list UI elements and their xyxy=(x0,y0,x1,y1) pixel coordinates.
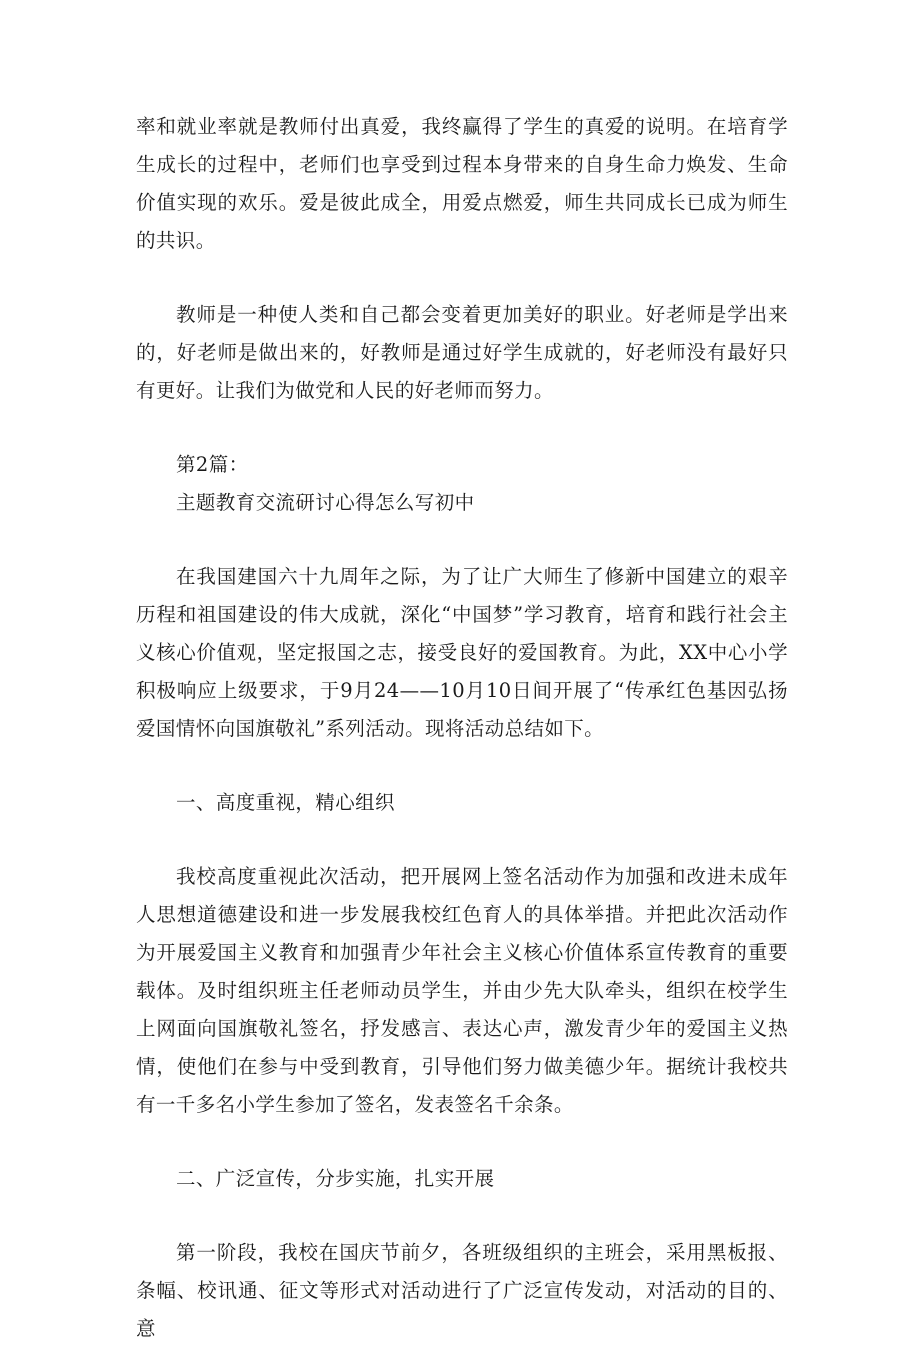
article-title: 主题教育交流研讨心得怎么写初中 xyxy=(176,491,475,514)
paragraph-section-2: 第一阶段，我校在国庆节前夕，各班级组织的主班会，采用黑板报、条幅、校讯通、征文等形式对活动进行了广泛宣传发动，对活动的目的、意 xyxy=(136,1241,788,1340)
article-number: 第2篇： xyxy=(176,453,249,476)
section-heading-2: 二、广泛宣传，分步实施，扎实开展 xyxy=(176,1167,495,1190)
paragraph-closing-1: 率和就业率就是教师付出真爱，我终赢得了学生的真爱的说明。在培育学生成长的过程中，老师们也享受到过程本身带来的自身生命力焕发、生命价值实现的欢乐。爱是彼此成全，用爱点燃爱，师生共同成长已成为师生的共识。 xyxy=(136,115,788,252)
paragraph-closing-2: 教师是一种使人类和自己都会变着更加美好的职业。好老师是学出来的，好老师是做出来的，好教师是通过好学生成就的，好老师没有最好只有更好。让我们为做党和人民的好老师而努力。 xyxy=(136,303,788,402)
paragraph-intro: 在我国建国六十九周年之际，为了让广大师生了修新中国建立的艰辛历程和祖国建设的伟大成就，深化“中国梦”学习教育，培育和践行社会主义核心价值观，坚定报国之志，接受良好的爱国教育。为此，XX中心小学积极响应上级要求，于9月24——10月10日间开展了“传承红色基因弘扬爱国情怀向国旗敬礼”系列活动。现将活动总结如下。 xyxy=(136,565,788,740)
paragraph-section-1: 我校高度重视此次活动，把开展网上签名活动作为加强和改进未成年人思想道德建设和进一步发展我校红色育人的具体举措。并把此次活动作为开展爱国主义教育和加强青少年社会主义核心价值体系宣传教育的重要载体。及时组织班主任老师动员学生，并由少先大队牵头，组织在校学生上网面向国旗敬礼签名，抒发感言、表达心声，激发青少年的爱国主义热情，使他们在参与中受到教育，引导他们努力做美德少年。据统计我校共有一千多名小学生参加了签名，发表签名千余条。 xyxy=(136,865,788,1116)
section-heading-1: 一、高度重视，精心组织 xyxy=(176,791,395,814)
document-body xyxy=(136,108,788,1348)
